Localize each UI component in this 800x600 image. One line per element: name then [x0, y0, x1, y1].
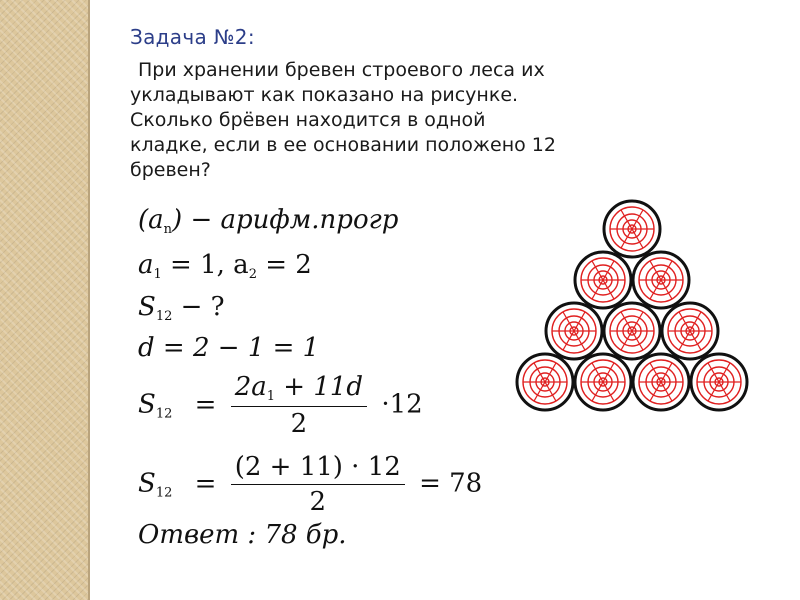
formula-progression: [138, 205, 398, 237]
formula-part: = 1, a: [161, 250, 249, 280]
formula-sum-general: [138, 372, 423, 439]
task-text: При хранении бревен строевого леса их укладывают как показано на рисунке. Сколько брёвен находится в одной кладке, если в ее основании положено 12 бревен?: [130, 59, 556, 181]
formula-part: ·12: [381, 389, 423, 420]
formula-part: (a: [138, 205, 164, 235]
fraction-denominator: 2: [309, 487, 327, 517]
log: [633, 252, 689, 308]
formula-fraction: [231, 372, 367, 439]
formula-part: S: [138, 468, 156, 499]
formula-subscript: 1: [266, 389, 276, 404]
answer-label: Ответ: [138, 520, 240, 550]
formula-part: 2a: [234, 372, 267, 402]
fraction-denominator: 2: [290, 409, 308, 439]
log: [517, 354, 573, 410]
log-pile-figure: [505, 195, 755, 420]
sidebar-divider: [88, 0, 90, 600]
formula-subscript: 1: [153, 267, 162, 282]
fraction-numerator: (2 + 11) · 12: [231, 452, 405, 485]
formula-part: − ?: [172, 292, 225, 322]
formula-part: a: [138, 250, 154, 280]
log: [575, 252, 631, 308]
formula-equals: =: [194, 389, 217, 420]
formula-subscript: 12: [155, 406, 173, 422]
formula-part: ) − арифм.прогр: [172, 205, 399, 235]
log: [575, 354, 631, 410]
formula-unknown-sum: [138, 292, 225, 324]
formula-part: S: [138, 292, 156, 322]
formula-difference: d = 2 − 1 = 1: [138, 333, 320, 363]
formula-terms: [138, 250, 312, 282]
decorative-sidebar: [0, 0, 88, 600]
log: [604, 201, 660, 257]
formula-fraction: [231, 452, 405, 517]
log: [662, 303, 718, 359]
formula-subscript: 12: [155, 485, 173, 501]
log: [691, 354, 747, 410]
log: [546, 303, 602, 359]
formula-part: S: [138, 389, 156, 420]
task-title: Задача №2:: [130, 25, 255, 49]
formula-part: = 2: [256, 250, 312, 280]
answer-value: : 78 бр.: [239, 520, 347, 550]
formula-equals: =: [194, 468, 217, 499]
log: [633, 354, 689, 410]
log: [604, 303, 660, 359]
formula-part: + 11d: [275, 372, 364, 402]
fraction-numerator: [231, 372, 367, 407]
formula-subscript: n: [163, 222, 173, 237]
answer-line: [138, 520, 347, 550]
formula-sum-result: [138, 452, 482, 517]
formula-subscript: 12: [155, 309, 173, 324]
formula-subscript: 2: [248, 267, 257, 282]
formula-part: = 78: [419, 468, 483, 499]
